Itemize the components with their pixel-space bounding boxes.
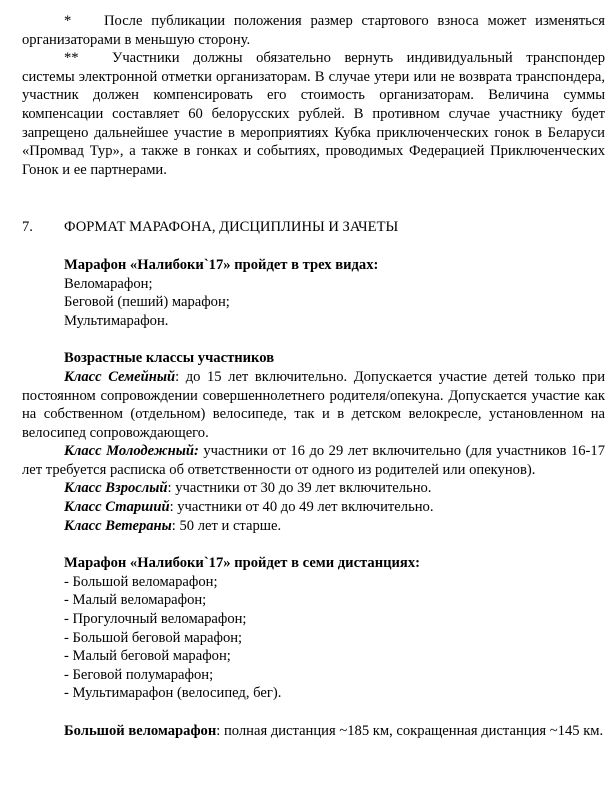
distance-name: Большой веломарафон xyxy=(64,723,217,739)
class-name: Класс Семейный xyxy=(64,368,176,385)
list-item: - Малый веломарафон; xyxy=(64,592,207,609)
class-name: Класс Молодежный: xyxy=(64,443,199,460)
classes-heading: Возрастные классы участников xyxy=(64,350,275,367)
class-name: Класс Старший xyxy=(64,499,170,516)
class-name: Класс Взрослый xyxy=(64,480,168,497)
list-item: Беговой (пеший) марафон; xyxy=(64,294,230,311)
class-text: : участники от 30 до 39 лет включительно. xyxy=(167,480,432,497)
class-senior xyxy=(22,498,605,517)
list-item: - Прогулочный веломарафон; xyxy=(64,611,247,628)
note-entry-fee xyxy=(22,12,605,49)
list-item: - Беговой полумарафон; xyxy=(64,666,214,683)
note-marker: ** xyxy=(64,50,79,67)
class-family xyxy=(22,368,605,442)
marathon-types xyxy=(22,256,605,330)
marathon-distances xyxy=(22,554,605,703)
list-item: Мультимарафон. xyxy=(64,312,169,329)
list-item: Веломарафон; xyxy=(64,275,153,292)
age-classes xyxy=(22,349,605,535)
class-veteran xyxy=(22,517,605,536)
section-heading xyxy=(22,218,605,237)
class-name: Класс Ветераны xyxy=(64,517,172,534)
section-number: 7. xyxy=(22,219,33,236)
list-item: - Большой беговой марафон; xyxy=(64,629,243,646)
class-adult xyxy=(22,479,605,498)
list-item: - Малый беговой марафон; xyxy=(64,648,231,665)
distances-heading: Марафон «Налибоки`17» пройдет в семи дистанциях: xyxy=(64,555,420,572)
class-text: : участники от 40 до 49 лет включительно. xyxy=(169,499,434,516)
class-text: : до 15 лет включительно. Допускается участие детей только при постоянном сопровождении совершеннолетнего родителя/опекуна. Допускается участие как на собственном (отдельном) велосипеде, так и в детском велокресле, установленном на велосипед сопровождающего. xyxy=(22,368,606,441)
section-title: ФОРМАТ МАРАФОНА, ДИСЦИПЛИНЫ И ЗАЧЕТЫ xyxy=(64,219,399,236)
list-item: - Мультимарафон (велосипед, бег). xyxy=(64,685,282,702)
class-text: : 50 лет и старше. xyxy=(171,517,282,534)
note-text: После публикации положения размер стартового взноса может изменяться организаторами в меньшую сторону. xyxy=(22,13,605,48)
class-text: участники от 16 до 29 лет включительно (для участников 16-17 лет требуется расписка об ответственности от одного из родителей или опекунов). xyxy=(22,443,605,478)
note-transponder xyxy=(22,49,605,179)
big-bike-marathon xyxy=(22,722,605,741)
class-youth xyxy=(22,442,605,479)
note-text: Участники должны обязательно вернуть индивидуальный транспондер системы электронной отметки организаторам. В случае утери или не возврата транспондера, участник должен компенсировать его стоимость организаторам. Величина суммы компенсации составляет 60 белорусских рублей. В противном случае участнику будет запрещено дальнейшее участие в мероприятиях Кубка приключенческих гонок в Беларуси «Промвад Тур», а также в гонках и событиях, проводимых Федерацией Приключенческих Гонок и ее партнерами. xyxy=(22,50,605,178)
distance-text: : полная дистанция ~185 км, сокращенная дистанция ~145 км. xyxy=(216,723,604,739)
list-item: - Большой веломарафон; xyxy=(64,573,218,590)
note-marker: * xyxy=(64,13,72,29)
types-heading: Марафон «Налибоки`17» пройдет в трех видах: xyxy=(64,256,379,273)
